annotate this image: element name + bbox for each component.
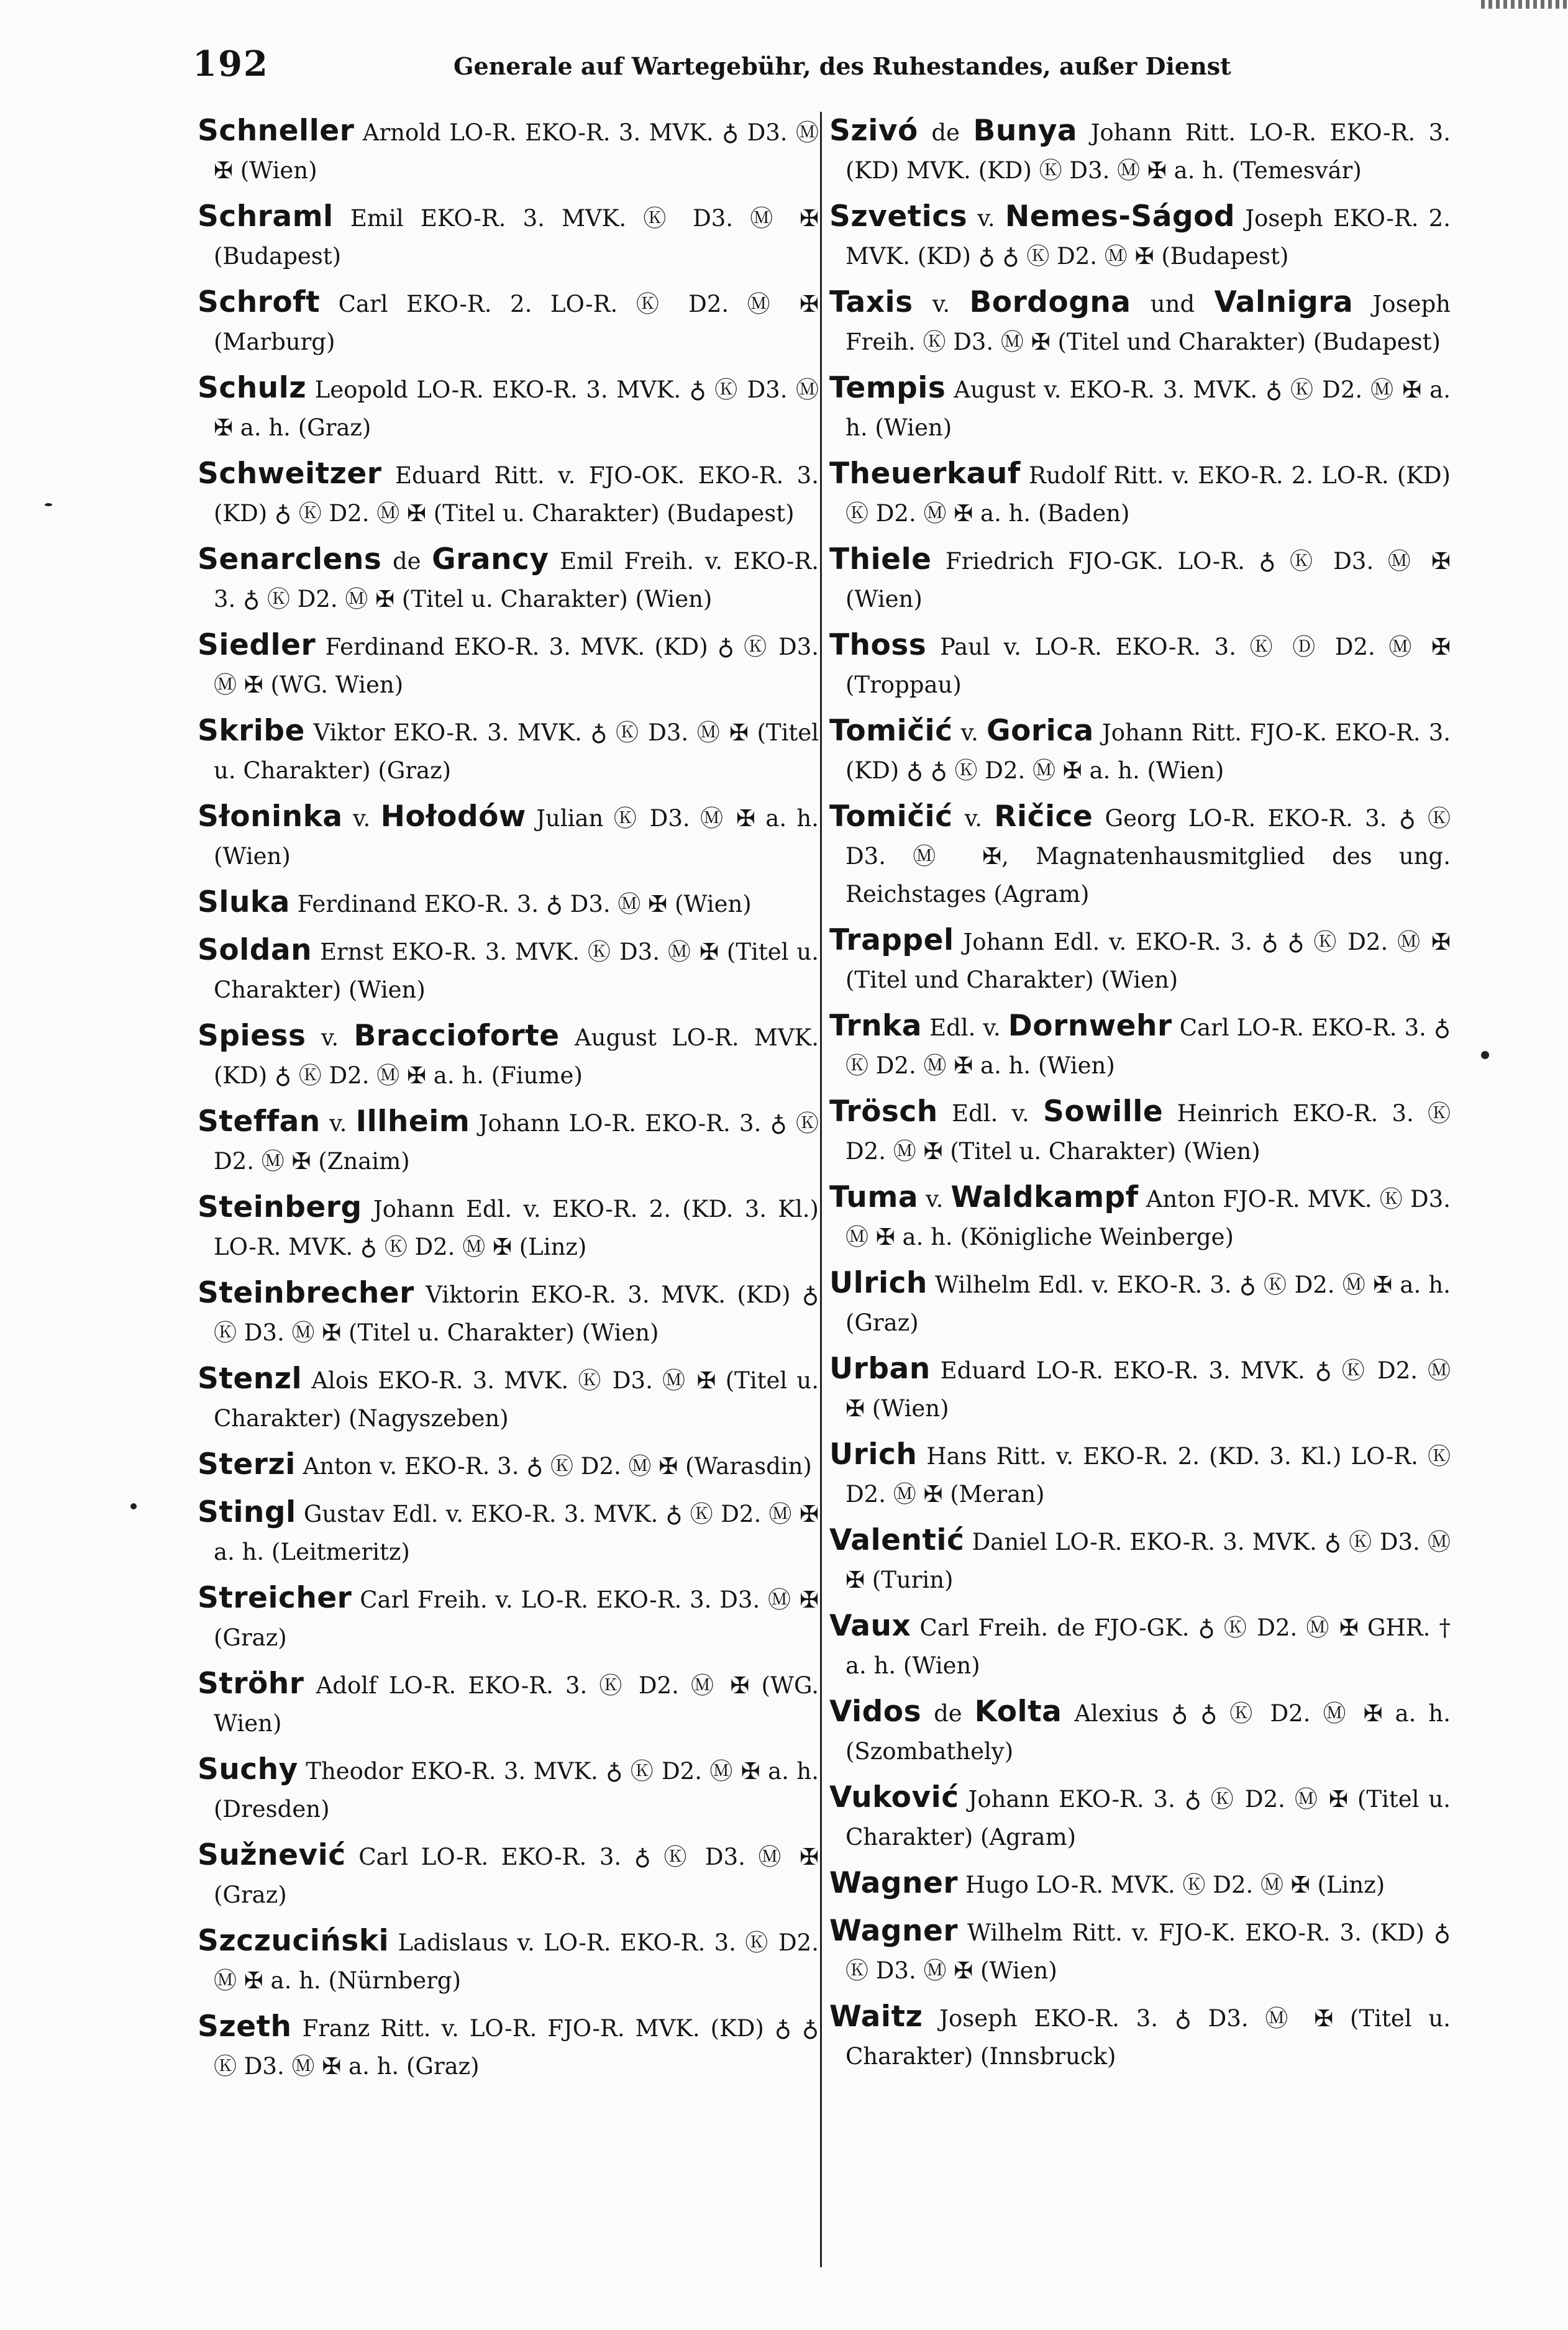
entry-details: Johann EKO-R. 3. ♁ Ⓚ D2. Ⓜ ✠ (Titel u. Charakter) (Agram) [846, 1786, 1451, 1850]
surname: Spiess [198, 1019, 306, 1053]
entry [198, 1665, 819, 1742]
entry-details: Johann Ritt. FJO-K. EKO-R. 3. (KD) ♁ ♁ Ⓚ D2. Ⓜ ✠ a. h. (Wien) [846, 719, 1451, 784]
surname: Steinberg [198, 1190, 362, 1224]
entry [829, 798, 1451, 913]
entry-details: August LO-R. MVK. (KD) ♁ Ⓚ D2. Ⓜ ✠ a. h. (Fiume) [214, 1024, 819, 1089]
entry-details: Carl LO-R. EKO-R. 3. ♁ Ⓚ D3. Ⓜ ✠ (Graz) [214, 1844, 819, 1908]
entry-details: Joseph Freih. Ⓚ D3. Ⓜ ✠ (Titel und Charakter) (Budapest) [846, 291, 1451, 355]
entry-details: Adolf LO-R. EKO-R. 3. Ⓚ D2. Ⓜ ✠ (WG. Wien) [214, 1672, 819, 1737]
surname: Vuković [829, 1780, 959, 1814]
surname: Tomičić [829, 799, 953, 834]
surname: Tuma [829, 1180, 919, 1214]
entry-details: Hans Ritt. v. EKO-R. 2. (KD. 3. Kl.) LO-R. Ⓚ D2. Ⓜ ✠ (Meran) [846, 1443, 1451, 1508]
entry-details: Johann Edl. v. EKO-R. 3. ♁ ♁ Ⓚ D2. Ⓜ ✠ (Titel und Charakter) (Wien) [846, 929, 1451, 993]
surname: Thoss [829, 628, 927, 662]
surname: Vidos [829, 1695, 922, 1729]
entry-details: Carl EKO-R. 2. LO-R. Ⓚ D2. Ⓜ ✠ (Marburg) [214, 291, 819, 355]
surname: Vaux [829, 1609, 911, 1643]
surname: Steffan [198, 1104, 321, 1139]
surname: Waitz [829, 2000, 923, 2034]
entry [829, 1607, 1451, 1685]
entry [829, 1436, 1451, 1513]
surname: Hołodów [380, 799, 526, 834]
entry-details: Carl LO-R. EKO-R. 3. ♁ Ⓚ D2. Ⓜ ✠ a. h. (Wien) [846, 1014, 1451, 1079]
entry-details: Emil EKO-R. 3. MVK. Ⓚ D3. Ⓜ ✠ (Budapest) [214, 205, 819, 270]
entry [198, 798, 819, 875]
entry-details: Leopold LO-R. EKO-R. 3. MVK. ♁ Ⓚ D3. Ⓜ ✠ a. h. (Graz) [214, 376, 819, 441]
name-particle: de [931, 119, 960, 146]
entry-details: Ferdinand EKO-R. 3. MVK. (KD) ♁ Ⓚ D3. Ⓜ ✠ (WG. Wien) [214, 634, 819, 698]
surname: Trappel [829, 923, 954, 957]
surname: Szeth [198, 2009, 292, 2044]
entry [198, 1836, 819, 1914]
surname: Urich [829, 1437, 918, 1472]
surname: Schweitzer [198, 457, 382, 491]
entry-details: Rudolf Ritt. v. EKO-R. 2. LO-R. (KD) Ⓚ D2. Ⓜ ✠ a. h. (Baden) [846, 462, 1451, 527]
surname: Valentić [829, 1523, 965, 1557]
entry-details: Hugo LO-R. MVK. Ⓚ D2. Ⓜ ✠ (Linz) [965, 1872, 1385, 1898]
entry-details: Carl Freih. de FJO-GK. ♁ Ⓚ D2. Ⓜ ✠ GHR. † a. h. (Wien) [846, 1614, 1451, 1679]
entry [829, 712, 1451, 790]
entry [829, 455, 1451, 532]
entry [829, 626, 1451, 704]
surname: Ulrich [829, 1266, 928, 1300]
entry [829, 1693, 1451, 1770]
entry-details: Arnold LO-R. EKO-R. 3. MVK. ♁ D3. Ⓜ ✠ (Wien) [214, 119, 819, 184]
surname: Tempis [829, 371, 946, 405]
entry [198, 2008, 819, 2085]
entry-details: Joseph EKO-R. 3. ♁ D3. Ⓜ ✠ (Titel u. Charakter) (Innsbruck) [846, 2005, 1451, 2070]
entry [829, 1007, 1451, 1085]
surname: Skribe [198, 714, 305, 748]
surname: Taxis [829, 285, 913, 319]
scan-speck [45, 503, 52, 506]
surname: Sluka [198, 885, 290, 919]
entry-details: Georg LO-R. EKO-R. 3. ♁ Ⓚ D3. Ⓜ ✠, Magnatenhausmitglied des ung. Reichstages (Agram) [846, 805, 1451, 908]
surname: Sowille [1043, 1094, 1164, 1129]
entry-details: Eduard Ritt. v. FJO-OK. EKO-R. 3. (KD) ♁ Ⓚ D2. Ⓜ ✠ (Titel u. Charakter) (Budapest) [214, 462, 819, 527]
entry [198, 931, 819, 1009]
surname: Słoninka [198, 799, 343, 834]
name-particle: v. [321, 1024, 339, 1051]
entry [829, 1998, 1451, 2075]
entry [198, 1493, 819, 1571]
surname: Szvetics [829, 199, 968, 234]
column-rule [820, 112, 822, 2267]
entry [198, 712, 819, 790]
surname: Nemes-Ságod [1005, 199, 1236, 234]
entry [829, 112, 1451, 189]
surname: Sterzi [198, 1447, 296, 1481]
surname: Senarclens [198, 542, 382, 576]
name-particle: v. [932, 291, 950, 317]
entry-details: Wilhelm Ritt. v. FJO-K. EKO-R. 3. (KD) ♁ Ⓚ D3. Ⓜ ✠ (Wien) [846, 1919, 1451, 1984]
surname: Illheim [355, 1104, 470, 1139]
entry [198, 626, 819, 704]
scan-speck [1481, 1051, 1489, 1059]
running-head: Generale auf Wartegebühr, des Ruhestandes, außer Dienst [454, 52, 1231, 80]
surname: Ričice [994, 799, 1093, 834]
entry [829, 1350, 1451, 1427]
entry-details: Joseph EKO-R. 2. MVK. (KD) ♁ ♁ Ⓚ D2. Ⓜ ✠ (Budapest) [846, 205, 1451, 270]
name-particle: de [392, 548, 421, 575]
entry [198, 369, 819, 447]
entry [829, 921, 1451, 999]
entry [829, 369, 1451, 447]
entry-details: Julian Ⓚ D3. Ⓜ ✠ a. h. (Wien) [214, 805, 819, 870]
entry [829, 1521, 1451, 1599]
entry [198, 455, 819, 532]
surname: Braccioforte [353, 1019, 560, 1053]
entry [198, 112, 819, 189]
entry [198, 1750, 819, 1828]
entry-details: Eduard LO-R. EKO-R. 3. MVK. ♁ Ⓚ D2. Ⓜ ✠ (Wien) [846, 1357, 1451, 1422]
surname: Valnigra [1214, 285, 1354, 319]
surname: Wagner [829, 1866, 959, 1900]
entry-details: Daniel LO-R. EKO-R. 3. MVK. ♁ Ⓚ D3. Ⓜ ✠ (Turin) [846, 1529, 1451, 1593]
surname: Suchy [198, 1752, 298, 1786]
entry [198, 1103, 819, 1180]
entry [198, 1360, 819, 1437]
surname: Trösch [829, 1094, 938, 1129]
surname: Schulz [198, 371, 307, 405]
name-particle: v. [960, 719, 978, 746]
surname: Grancy [432, 542, 549, 576]
surname: Kolta [974, 1695, 1062, 1729]
name-particle: v. [352, 805, 371, 832]
name-particle: v. [977, 205, 995, 232]
entry [829, 1264, 1451, 1342]
surname: Waldkampf [950, 1180, 1139, 1214]
entry [198, 1017, 819, 1094]
page-header [193, 43, 1231, 93]
surname: Stingl [198, 1495, 296, 1529]
entry-details: Viktor EKO-R. 3. MVK. ♁ Ⓚ D3. Ⓜ ✠ (Titel u. Charakter) (Graz) [214, 719, 819, 784]
entry-details: Wilhelm Edl. v. EKO-R. 3. ♁ Ⓚ D2. Ⓜ ✠ a. h. (Graz) [846, 1272, 1451, 1336]
page-number: 192 [193, 43, 269, 84]
name-particle: Edl. v. [929, 1014, 1001, 1041]
entry-details: Anton v. EKO-R. 3. ♁ Ⓚ D2. Ⓜ ✠ (Warasdin) [303, 1453, 812, 1480]
name-particle: Edl. v. [951, 1100, 1029, 1127]
entry [198, 883, 819, 923]
surname: Dornwehr [1008, 1009, 1172, 1043]
name-particle: de [934, 1700, 962, 1727]
entry [198, 1579, 819, 1657]
surname: Schneller [198, 114, 355, 148]
entry-details: Franz Ritt. v. LO-R. FJO-R. MVK. (KD) ♁ ♁ Ⓚ D3. Ⓜ ✠ a. h. (Graz) [214, 2015, 819, 2080]
surname: Tomičić [829, 714, 953, 748]
entry-details: Heinrich EKO-R. 3. Ⓚ D2. Ⓜ ✠ (Titel u. Charakter) (Wien) [846, 1100, 1451, 1165]
entry [198, 1922, 819, 2000]
surname: Theuerkauf [829, 457, 1021, 491]
name-particle: v. [329, 1110, 347, 1137]
scan-edge-mark [1481, 0, 1568, 9]
surname: Steinbrecher [198, 1276, 414, 1310]
entry-details: Johann Ritt. LO-R. EKO-R. 3. (KD) MVK. (KD) Ⓚ D3. Ⓜ ✠ a. h. (Temesvár) [846, 119, 1451, 184]
surname: Sužnević [198, 1838, 346, 1872]
entry [829, 283, 1451, 361]
entry [829, 1912, 1451, 1990]
entry [198, 1274, 819, 1352]
entry [829, 540, 1451, 618]
surname: Szczuciński [198, 1924, 390, 1958]
entry [198, 198, 819, 275]
surname: Siedler [198, 628, 316, 662]
surname: Wagner [829, 1914, 959, 1948]
entry-details: Friedrich FJO-GK. LO-R. ♁ Ⓚ D3. Ⓜ ✠ (Wien) [846, 548, 1451, 612]
entry [829, 198, 1451, 275]
surname: Schroft [198, 285, 321, 319]
surname: Szivó [829, 114, 918, 148]
entry-details: Ferdinand EKO-R. 3. ♁ D3. Ⓜ ✠ (Wien) [297, 891, 752, 917]
entry-details: Alexius ♁ ♁ Ⓚ D2. Ⓜ ✠ a. h. (Szombathely) [846, 1700, 1451, 1765]
entry [829, 1778, 1451, 1856]
entry [198, 1445, 819, 1485]
surname: Urban [829, 1352, 931, 1386]
surname: Bordogna [969, 285, 1131, 319]
entry-details: Gustav Edl. v. EKO-R. 3. MVK. ♁ Ⓚ D2. Ⓜ ✠ a. h. (Leitmeritz) [214, 1501, 819, 1565]
scan-speck [130, 1503, 137, 1509]
entry-details: Johann LO-R. EKO-R. 3. ♁ Ⓚ D2. Ⓜ ✠ (Znaim) [214, 1110, 819, 1175]
entry-details: Alois EKO-R. 3. MVK. Ⓚ D3. Ⓜ ✠ (Titel u. Charakter) (Nagyszeben) [214, 1367, 819, 1432]
surname: Thiele [829, 542, 932, 576]
entry-details: Ernst EKO-R. 3. MVK. Ⓚ D3. Ⓜ ✠ (Titel u. Charakter) (Wien) [214, 939, 819, 1003]
entry-details: Johann Edl. v. EKO-R. 2. (KD. 3. Kl.) LO-R. MVK. ♁ Ⓚ D2. Ⓜ ✠ (Linz) [214, 1196, 819, 1260]
entry [829, 1178, 1451, 1256]
entry-details: Carl Freih. v. LO-R. EKO-R. 3. D3. Ⓜ ✠ (Graz) [214, 1586, 819, 1651]
entry-details: Paul v. LO-R. EKO-R. 3. Ⓚ Ⓓ D2. Ⓜ ✠ (Troppau) [846, 634, 1451, 698]
surname: Trnka [829, 1009, 923, 1043]
surname: Stenzl [198, 1362, 303, 1396]
entry [829, 1093, 1451, 1170]
right-column [829, 112, 1451, 2083]
entry-details: Ladislaus v. LO-R. EKO-R. 3. Ⓚ D2. Ⓜ ✠ a. h. (Nürnberg) [214, 1929, 819, 1994]
entry-details: August v. EKO-R. 3. MVK. ♁ Ⓚ D2. Ⓜ ✠ a. h. (Wien) [846, 376, 1451, 441]
surname: Ströhr [198, 1667, 304, 1701]
surname: Gorica [987, 714, 1094, 748]
name-particle: und [1150, 291, 1195, 317]
name-particle: v. [926, 1186, 944, 1213]
entry-details: Theodor EKO-R. 3. MVK. ♁ Ⓚ D2. Ⓜ ✠ a. h. (Dresden) [214, 1758, 819, 1823]
surname: Bunya [973, 114, 1078, 148]
entry [198, 283, 819, 361]
entry-details: Anton FJO-R. MVK. Ⓚ D3. Ⓜ ✠ a. h. (Königliche Weinberge) [846, 1186, 1451, 1250]
entry [198, 540, 819, 618]
entry [829, 1864, 1451, 1904]
surname: Schraml [198, 199, 334, 234]
entry-details: Viktorin EKO-R. 3. MVK. (KD) ♁ Ⓚ D3. Ⓜ ✠ (Titel u. Charakter) (Wien) [214, 1281, 819, 1346]
entry [198, 1188, 819, 1266]
surname: Streicher [198, 1581, 352, 1615]
entry-details: Emil Freih. v. EKO-R. 3. ♁ Ⓚ D2. Ⓜ ✠ (Titel u. Charakter) (Wien) [214, 548, 819, 612]
surname: Soldan [198, 933, 312, 967]
left-column [198, 112, 819, 2093]
name-particle: v. [964, 805, 983, 832]
